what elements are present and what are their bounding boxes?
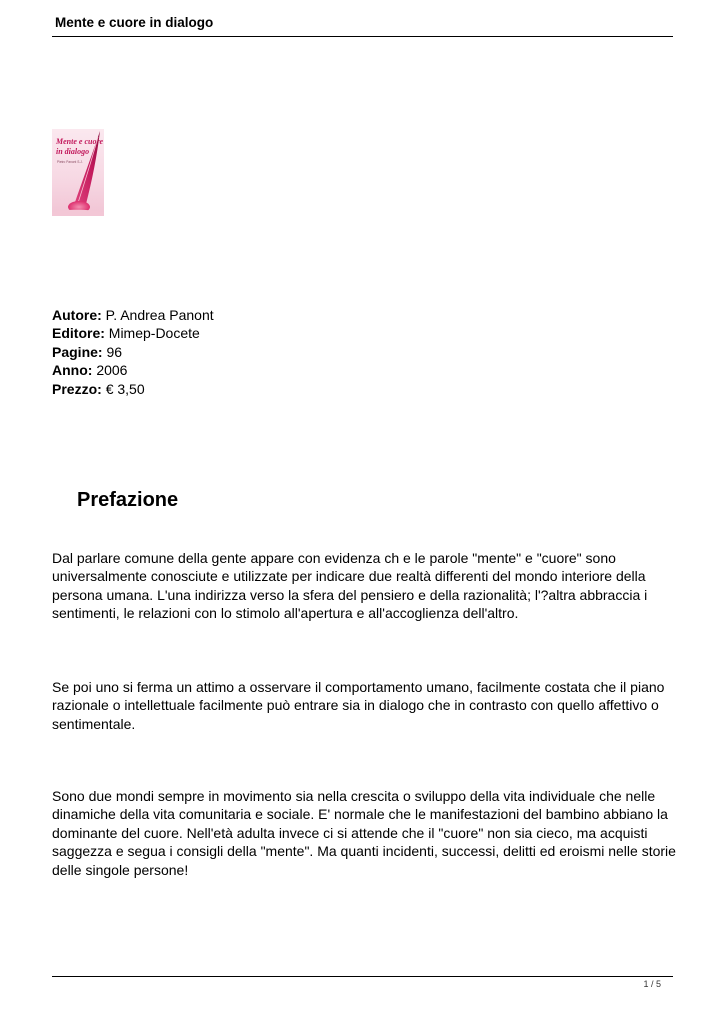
paragraph: Se poi uno si ferma un attimo a osservare il comportamento umano, facilmente costata che il piano razionale o intellettuale facilmente può entrare sia in dialogo che in contrasto con quello affettivo o sentimentale. [52,679,665,732]
author-value: P. Andrea Panont [105,307,214,323]
paragraph: Dal parlare comune della gente appare con evidenza ch e le parole "mente" e "cuore" sono universalmente conosciute e utilizzate per indicare due realtà differenti del mondo interiore della persona umana. L'una indirizza verso la sfera del pensiero e della razionalità; l'?altra abbraccia i sentimenti, le relazioni con lo stimolo all'apertura e all'accoglienza dell'altro. [52,550,648,622]
cover-title-line2: in dialogo [56,147,90,156]
book-cover-image [52,129,104,216]
editor-row [52,324,214,342]
cover-author: Pietro Panont S.J. [57,160,83,164]
page-number: 1 / 5 [643,979,661,989]
pages-label: Pagine: [52,343,103,360]
editor-value: Mimep-Docete [108,325,200,342]
author-row [52,306,214,324]
paragraph: Sono due mondi sempre in movimento sia nella crescita o sviluppo della vita individuale che nelle dinamiche della vita comunitaria e sociale. E' normale che le manifestazioni del bambino abbiano la dominante del cuore. Nell'età adulta invece ci si attende che il "cuore" non sia cieco, ma acquisti saggezza e segua i consigli della "mente". Ma quanti incidenti, successi, delitti ed eroismi nelle storie delle singole persone! [52,788,676,878]
year-label: Anno: [52,362,93,379]
page-footer [52,976,673,989]
year-value: 2006 [96,362,128,379]
cover-title-line1: Mente e cuore [56,137,104,146]
book-info [52,306,214,398]
pages-value: 96 [106,343,123,360]
author-label: Autore: [52,307,102,323]
header-title: Mente e cuore in dialogo [55,15,214,30]
editor-label: Editore: [52,325,105,342]
year-row [52,361,214,379]
cover-artwork [52,129,104,216]
price-row [52,380,214,398]
pages-row [52,343,214,361]
price-label: Prezzo: [52,380,102,397]
section-title: Prefazione [77,489,179,511]
page-header [52,14,673,37]
price-value: € 3,50 [105,380,145,397]
